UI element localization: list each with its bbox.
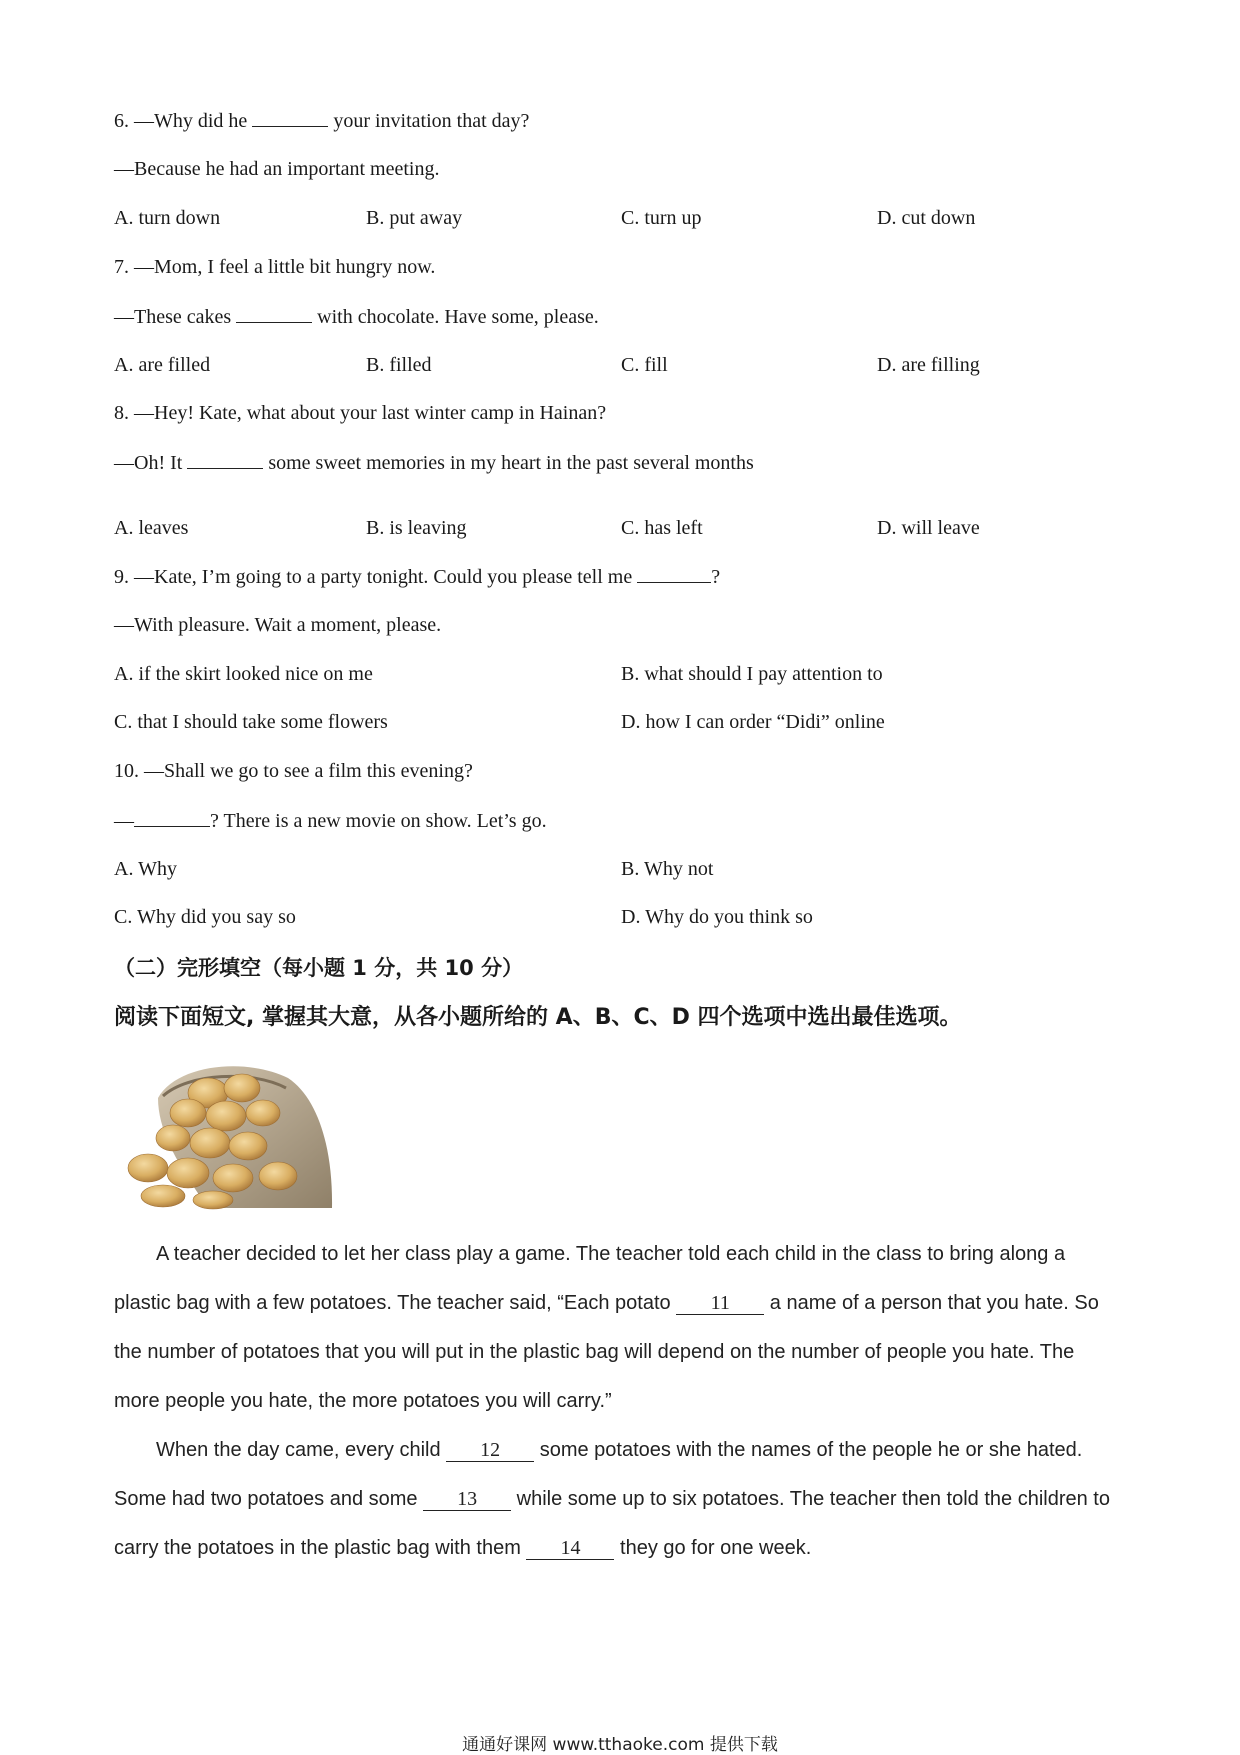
q6-option-c: C. turn up	[621, 207, 702, 229]
q9-option-a: A. if the skirt looked nice on me	[114, 663, 373, 685]
passage-paragraph-2: When the day came, every child 12 some potatoes with the names of the people he or she hated. Some had two potatoes and some 13 while some up to six potatoes. The teacher then told the children to carry the potatoes in the plastic bag with them 14 they go for one week.	[114, 1439, 1110, 1559]
q7-option-c: C. fill	[621, 354, 668, 376]
q9-reply: —With pleasure. Wait a moment, please.	[114, 614, 442, 636]
answer-blank	[236, 304, 312, 323]
blank-12: 12	[446, 1439, 534, 1462]
q7-reply: —These cakes with chocolate. Have some, please.	[114, 306, 599, 328]
answer-blank	[187, 450, 263, 469]
q10-option-c: C. Why did you say so	[114, 906, 296, 928]
section-title: （二）完形填空（每小题 1 分，共 10 分）	[114, 956, 524, 980]
q8-option-a: A. leaves	[114, 517, 189, 539]
page-footer: 通通好课网 www.tthaoke.com 提供下载	[462, 1735, 778, 1755]
blank-13: 13	[423, 1488, 511, 1511]
q6-option-b: B. put away	[366, 207, 463, 229]
q6-option-d: D. cut down	[877, 207, 976, 229]
answer-blank	[252, 108, 328, 127]
blank-14: 14	[526, 1537, 614, 1560]
potato-sack-image	[118, 1058, 334, 1210]
q9-option-b: B. what should I pay attention to	[621, 663, 883, 685]
q7-option-d: D. are filling	[877, 354, 980, 376]
passage-paragraph-1: A teacher decided to let her class play a game. The teacher told each child in the class to bring along a plastic bag with a few potatoes. The teacher said, “Each potato 11 a name of a person that you hate. So the number of potatoes that you will put in the plastic bag will depend on the number of people you hate. The more people you hate, the more potatoes you will carry.”	[114, 1243, 1099, 1412]
q9-stem: 9. —Kate, I’m going to a party tonight. Could you please tell me ?	[114, 566, 721, 588]
q8-option-d: D. will leave	[877, 517, 980, 539]
blank-11: 11	[676, 1292, 764, 1315]
section-instruction: 阅读下面短文, 掌握其大意，从各小题所给的 A、B、C、D 四个选项中选出最佳选项。	[114, 1005, 962, 1030]
q10-option-d: D. Why do you think so	[621, 906, 813, 928]
q10-option-a: A. Why	[114, 858, 177, 880]
q6-option-a: A. turn down	[114, 207, 221, 229]
q8-option-c: C. has left	[621, 517, 703, 539]
q7-option-a: A. are filled	[114, 354, 211, 376]
answer-blank	[637, 564, 711, 583]
q6-stem: 6. —Why did he your invitation that day?	[114, 110, 530, 132]
q9-option-d: D. how I can order “Didi” online	[621, 711, 885, 733]
q9-option-c: C. that I should take some flowers	[114, 711, 388, 733]
q8-option-b: B. is leaving	[366, 517, 467, 539]
q6-reply: —Because he had an important meeting.	[114, 158, 440, 180]
q8-reply: —Oh! It some sweet memories in my heart in the past several months	[114, 452, 754, 474]
q8-stem: 8. —Hey! Kate, what about your last winter camp in Hainan?	[114, 402, 607, 424]
q10-option-b: B. Why not	[621, 858, 714, 880]
answer-blank	[134, 808, 210, 827]
q10-stem: 10. —Shall we go to see a film this evening?	[114, 760, 473, 782]
q7-stem: 7. —Mom, I feel a little bit hungry now.	[114, 256, 436, 278]
q10-reply: — ? There is a new movie on show. Let’s go.	[114, 810, 547, 832]
q7-option-b: B. filled	[366, 354, 432, 376]
